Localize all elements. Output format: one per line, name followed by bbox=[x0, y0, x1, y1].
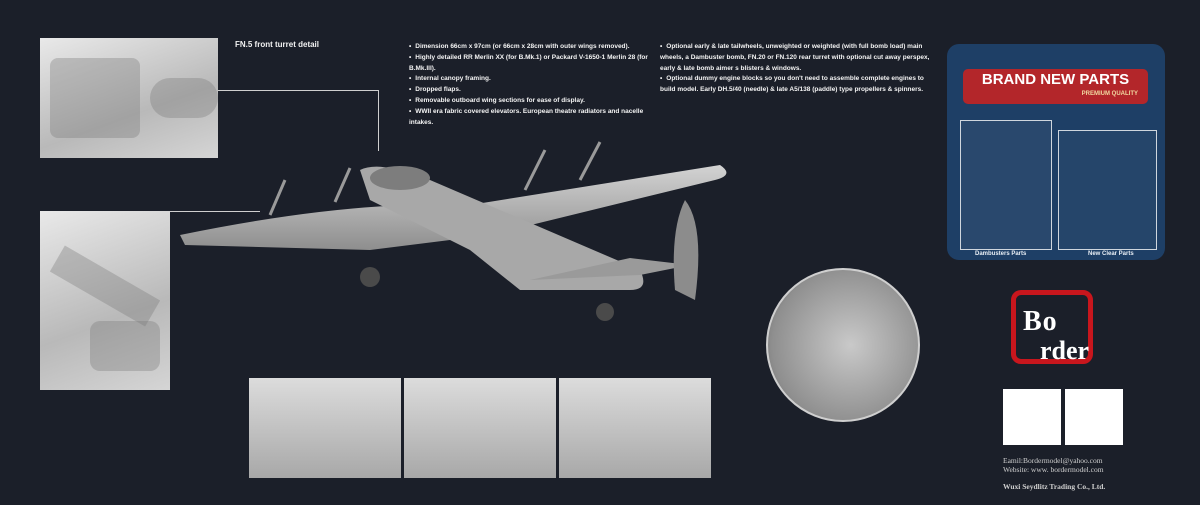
engine-detail-photo-3 bbox=[559, 378, 711, 478]
feature-item: • Dropped flaps. bbox=[409, 85, 654, 96]
brand-logo: Bo rder bbox=[1005, 288, 1105, 374]
banner-subtitle: PREMIUM QUALITY bbox=[1081, 91, 1138, 97]
feature-item: • Optional dummy engine blocks so you don't need to assemble complete engines to build model. Early DH.5/40 (needle) & late A5/138 (paddle) type propellers & spinners. bbox=[660, 74, 935, 96]
turret-caption: FN.5 front turret detail bbox=[235, 40, 320, 49]
engine-detail-photo-2 bbox=[404, 378, 556, 478]
rear-turret-photo bbox=[766, 268, 920, 422]
features-list-right bbox=[660, 42, 935, 96]
qr-code-website[interactable] bbox=[1065, 389, 1123, 445]
company-name: Wuxi Seydlitz Trading Co., Ltd. bbox=[1003, 482, 1106, 491]
banner-title: BRAND NEW PARTS bbox=[981, 71, 1130, 88]
feature-item: • WWII era fabric covered elevators. European theatre radiators and nacelle intakes. bbox=[409, 107, 654, 129]
contact-website[interactable]: Website: www. bordermodel.com bbox=[1003, 465, 1104, 474]
qr-code-facebook[interactable] bbox=[1003, 389, 1061, 445]
feature-item: • Highly detailed RR Merlin XX (for B.Mk.1) or Packard V-1650-1 Merlin 28 (for B.Mk.III). bbox=[409, 53, 654, 75]
clear-parts-sprue bbox=[1058, 130, 1157, 250]
feature-item: • Optional early & late tailwheels, unweighted or weighted (with full bomb load) main wheels, a Dambuster bomb, FN.20 or FN.120 rear turret with optional cut away perspex, early & late bomb aimer s blisters & windows. bbox=[660, 42, 935, 74]
dambusters-sprue bbox=[960, 120, 1052, 250]
engine-detail-photo-1 bbox=[249, 378, 401, 478]
wing-detail-photo bbox=[40, 211, 170, 390]
contact-email[interactable]: Eamil:Bordermodel@yahoo.com bbox=[1003, 456, 1103, 465]
feature-item: • Dimension 66cm x 97cm (or 66cm x 28cm with outer wings removed). bbox=[409, 42, 654, 53]
features-list-left bbox=[409, 42, 654, 128]
feature-item: • Removable outboard wing sections for ease of display. bbox=[409, 96, 654, 107]
clear-parts-label: New Clear Parts bbox=[1088, 251, 1134, 257]
feature-item: • Internal canopy framing. bbox=[409, 74, 654, 85]
dambusters-label: Dambusters Parts bbox=[975, 251, 1027, 257]
bomber-aircraft-illustration bbox=[170, 140, 740, 330]
